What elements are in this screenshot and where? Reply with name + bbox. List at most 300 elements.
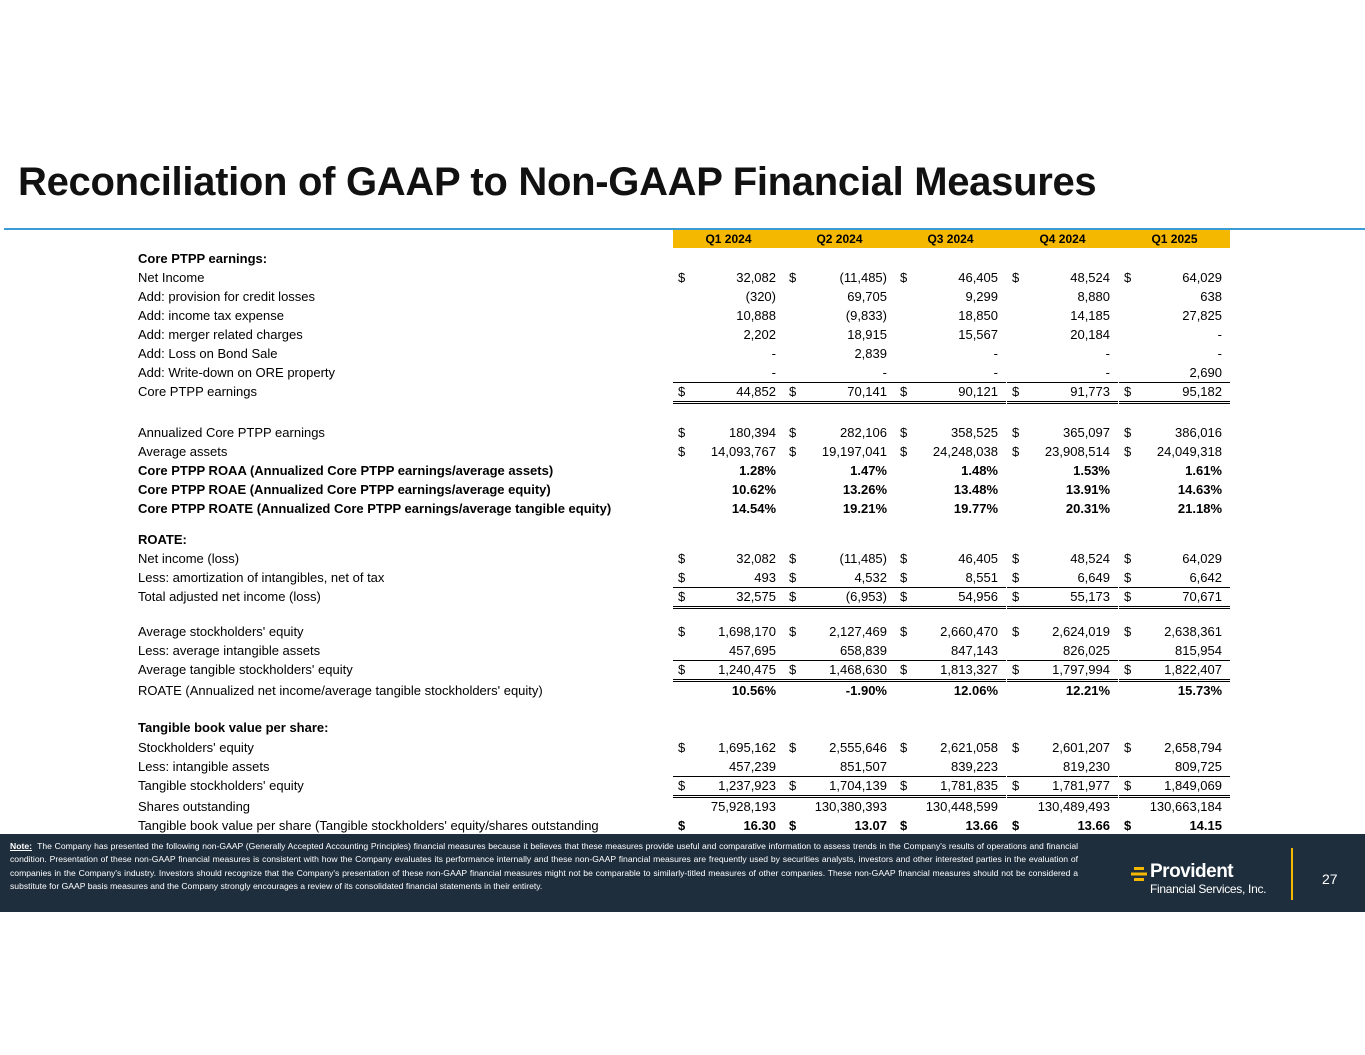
cell-value: 6,642 bbox=[1189, 570, 1222, 585]
column-header-bar bbox=[673, 230, 1230, 248]
cell-value: 2,839 bbox=[854, 346, 887, 361]
row-label: Net Income bbox=[138, 270, 205, 285]
table-cell bbox=[1007, 778, 1118, 798]
table-cell bbox=[895, 365, 1006, 383]
cell-value: 10,888 bbox=[736, 308, 776, 323]
cell-value: 1.48% bbox=[961, 463, 998, 478]
cell-value: 24,248,038 bbox=[932, 444, 998, 459]
table-cell bbox=[784, 740, 895, 757]
table-cell bbox=[1119, 818, 1230, 835]
row-label: Total adjusted net income (loss) bbox=[138, 589, 321, 604]
table-cell bbox=[1007, 308, 1118, 325]
cell-value: 826,025 bbox=[1063, 643, 1110, 658]
cell-value: 20,184 bbox=[1070, 327, 1110, 342]
table-cell bbox=[673, 425, 784, 442]
currency-symbol: $ bbox=[789, 818, 797, 833]
cell-value: 1,822,407 bbox=[1164, 662, 1222, 677]
table-cell bbox=[1007, 501, 1118, 518]
table-cell bbox=[895, 799, 1006, 816]
row-label: Core PTPP earnings bbox=[138, 384, 257, 399]
table-cell bbox=[673, 589, 784, 609]
table-cell bbox=[673, 384, 784, 404]
cell-value: 130,448,599 bbox=[925, 799, 998, 814]
table-cell bbox=[1007, 463, 1118, 480]
cell-value: 638 bbox=[1200, 289, 1222, 304]
table-cell bbox=[1007, 444, 1118, 461]
table-cell bbox=[784, 799, 895, 816]
table-cell bbox=[895, 270, 1006, 287]
cell-value: 75,928,193 bbox=[710, 799, 776, 814]
cell-value: 13.26% bbox=[842, 482, 887, 497]
row-label: Add: Write-down on ORE property bbox=[138, 365, 336, 380]
cell-value: 12.06% bbox=[953, 683, 998, 698]
currency-symbol: $ bbox=[789, 384, 797, 399]
table-row bbox=[0, 660, 1365, 679]
cell-value: 55,173 bbox=[1070, 589, 1110, 604]
row-label: Tangible book value per share (Tangible stockholders' equity/shares outstanding bbox=[138, 818, 599, 833]
row-label: Core PTPP earnings: bbox=[138, 251, 268, 266]
cell-value: 1,797,994 bbox=[1052, 662, 1110, 677]
currency-symbol: $ bbox=[900, 589, 908, 604]
table-cell bbox=[1119, 270, 1230, 287]
table-cell bbox=[673, 308, 784, 325]
cell-value: (9,833) bbox=[845, 308, 887, 323]
table-cell bbox=[673, 501, 784, 518]
table-cell bbox=[1119, 740, 1230, 757]
cell-value: 19,197,041 bbox=[821, 444, 887, 459]
table-cell bbox=[1007, 589, 1118, 609]
table-cell bbox=[1119, 570, 1230, 588]
cell-value: (6,953) bbox=[845, 589, 887, 604]
cell-value: 815,954 bbox=[1175, 643, 1222, 658]
cell-value: 457,239 bbox=[729, 759, 776, 774]
table-cell bbox=[784, 662, 895, 682]
row-label: Add: Loss on Bond Sale bbox=[138, 346, 278, 361]
column-header: Q1 2024 bbox=[705, 232, 752, 246]
cell-value: 69,705 bbox=[847, 289, 887, 304]
table-cell bbox=[1007, 662, 1118, 682]
table-cell bbox=[1007, 365, 1118, 383]
table-cell bbox=[1007, 270, 1118, 287]
table-cell bbox=[895, 643, 1006, 661]
table-row bbox=[0, 641, 1365, 660]
cell-value: - bbox=[1217, 346, 1222, 361]
table-cell bbox=[895, 759, 1006, 777]
cell-value: 70,671 bbox=[1182, 589, 1222, 604]
table-cell bbox=[1119, 799, 1230, 816]
currency-symbol: $ bbox=[789, 444, 797, 459]
cell-value: 6,649 bbox=[1077, 570, 1110, 585]
cell-value: 809,725 bbox=[1175, 759, 1222, 774]
table-row bbox=[0, 681, 1365, 700]
table-row bbox=[0, 306, 1365, 325]
table-cell bbox=[673, 289, 784, 306]
table-cell bbox=[784, 289, 895, 306]
currency-symbol: $ bbox=[789, 551, 797, 566]
cell-value: 1,781,977 bbox=[1052, 778, 1110, 793]
table-cell bbox=[673, 482, 784, 499]
currency-symbol: $ bbox=[900, 662, 908, 677]
table-cell bbox=[784, 778, 895, 798]
row-label: Annualized Core PTPP earnings bbox=[138, 425, 325, 440]
section-heading bbox=[0, 718, 1365, 737]
cell-value: 2,660,470 bbox=[940, 624, 998, 639]
cell-value: - bbox=[771, 346, 776, 361]
currency-symbol: $ bbox=[789, 425, 797, 440]
currency-symbol: $ bbox=[1012, 589, 1020, 604]
cell-value: 44,852 bbox=[736, 384, 776, 399]
cell-value: 358,525 bbox=[951, 425, 998, 440]
cell-value: 23,908,514 bbox=[1044, 444, 1110, 459]
cell-value: 386,016 bbox=[1175, 425, 1222, 440]
table-cell bbox=[895, 662, 1006, 682]
cell-value: 2,624,019 bbox=[1052, 624, 1110, 639]
table-cell bbox=[1119, 683, 1230, 700]
row-label: ROATE (Annualized net income/average tangible stockholders' equity) bbox=[138, 683, 543, 698]
table-row bbox=[0, 287, 1365, 306]
currency-symbol: $ bbox=[1012, 624, 1020, 639]
table-cell bbox=[784, 463, 895, 480]
cell-value: - bbox=[882, 365, 887, 380]
cell-value: 19.77% bbox=[953, 501, 998, 516]
table-cell bbox=[1007, 482, 1118, 499]
cell-value: 48,524 bbox=[1070, 270, 1110, 285]
table-cell bbox=[895, 425, 1006, 442]
cell-value: 13.07 bbox=[854, 818, 887, 833]
currency-symbol: $ bbox=[789, 778, 797, 793]
table-cell bbox=[1119, 501, 1230, 518]
table-cell bbox=[673, 365, 784, 383]
table-cell bbox=[1119, 482, 1230, 499]
table-cell bbox=[895, 308, 1006, 325]
table-row bbox=[0, 549, 1365, 568]
cell-value: 64,029 bbox=[1182, 551, 1222, 566]
table-cell bbox=[1119, 444, 1230, 461]
table-row bbox=[0, 344, 1365, 363]
table-cell bbox=[673, 463, 784, 480]
row-label: Core PTPP ROAE (Annualized Core PTPP earnings/average equity) bbox=[138, 482, 551, 497]
cell-value: 493 bbox=[754, 570, 776, 585]
table-cell bbox=[895, 384, 1006, 404]
cell-value: (11,485) bbox=[839, 551, 887, 566]
currency-symbol: $ bbox=[1012, 662, 1020, 677]
table-cell bbox=[895, 346, 1006, 363]
cell-value: 10.56% bbox=[731, 683, 776, 698]
cell-value: 14.54% bbox=[731, 501, 776, 516]
table-cell bbox=[1007, 740, 1118, 757]
cell-value: 54,956 bbox=[958, 589, 998, 604]
table-cell bbox=[1119, 551, 1230, 568]
table-cell bbox=[895, 482, 1006, 499]
cell-value: 839,223 bbox=[951, 759, 998, 774]
table-row bbox=[0, 268, 1365, 287]
row-label: ROATE: bbox=[138, 532, 187, 547]
table-cell bbox=[784, 501, 895, 518]
row-label: Shares outstanding bbox=[138, 799, 251, 814]
column-header: Q2 2024 bbox=[816, 232, 863, 246]
row-label: Average stockholders' equity bbox=[138, 624, 304, 639]
currency-symbol: $ bbox=[1124, 384, 1132, 399]
table-cell bbox=[784, 643, 895, 661]
page-title: Reconciliation of GAAP to Non-GAAP Financial Measures bbox=[18, 160, 1097, 204]
table-cell bbox=[1007, 570, 1118, 588]
section-heading bbox=[0, 530, 1365, 549]
currency-symbol: $ bbox=[900, 551, 908, 566]
table-row bbox=[0, 442, 1365, 461]
cell-value: 24,049,318 bbox=[1156, 444, 1222, 459]
row-label: Tangible stockholders' equity bbox=[138, 778, 304, 793]
cell-value: 95,182 bbox=[1182, 384, 1222, 399]
cell-value: 2,621,058 bbox=[940, 740, 998, 755]
cell-value: 13.91% bbox=[1065, 482, 1110, 497]
table-cell bbox=[895, 570, 1006, 588]
cell-value: 130,380,393 bbox=[814, 799, 887, 814]
cell-value: 180,394 bbox=[729, 425, 776, 440]
row-label: Less: amortization of intangibles, net of tax bbox=[138, 570, 385, 585]
table-cell bbox=[784, 365, 895, 383]
row-label: Less: intangible assets bbox=[138, 759, 270, 774]
logo-name: Provident bbox=[1150, 861, 1234, 882]
cell-value: 12.21% bbox=[1065, 683, 1110, 698]
table-cell bbox=[895, 740, 1006, 757]
logo-divider bbox=[1291, 848, 1293, 900]
table-cell bbox=[673, 818, 784, 835]
cell-value: 4,532 bbox=[854, 570, 887, 585]
table-cell bbox=[673, 740, 784, 757]
cell-value: 1,695,162 bbox=[718, 740, 776, 755]
cell-value: 130,489,493 bbox=[1037, 799, 1110, 814]
cell-value: 46,405 bbox=[958, 270, 998, 285]
cell-value: 819,230 bbox=[1063, 759, 1110, 774]
table-cell bbox=[1007, 327, 1118, 344]
currency-symbol: $ bbox=[678, 384, 686, 399]
cell-value: 1,698,170 bbox=[718, 624, 776, 639]
table-cell bbox=[673, 683, 784, 700]
table-cell bbox=[1119, 346, 1230, 363]
table-cell bbox=[784, 818, 895, 835]
table-cell bbox=[784, 425, 895, 442]
cell-value: 851,507 bbox=[840, 759, 887, 774]
cell-value: 2,638,361 bbox=[1164, 624, 1222, 639]
currency-symbol: $ bbox=[1124, 570, 1132, 585]
cell-value: (320) bbox=[745, 289, 776, 304]
table-row bbox=[0, 776, 1365, 795]
table-cell bbox=[1007, 425, 1118, 442]
table-row bbox=[0, 757, 1365, 776]
table-cell bbox=[784, 444, 895, 461]
currency-symbol: $ bbox=[900, 444, 908, 459]
currency-symbol: $ bbox=[789, 624, 797, 639]
cell-value: 10.62% bbox=[731, 482, 776, 497]
table-cell bbox=[784, 308, 895, 325]
table-cell bbox=[784, 327, 895, 344]
table-cell bbox=[784, 270, 895, 287]
cell-value: - bbox=[1105, 346, 1110, 361]
currency-symbol: $ bbox=[678, 570, 686, 585]
row-label: Average tangible stockholders' equity bbox=[138, 662, 353, 677]
currency-symbol: $ bbox=[1012, 425, 1020, 440]
row-label: Add: income tax expense bbox=[138, 308, 284, 323]
note-text: The Company has presented the following non-GAAP (Generally Accepted Accounting Principles) financial measures because it believes that these measures provide useful and comparative information to assess trends in the Company's results of operations and financial condition. Presentation of these non-GAAP financial measures is consistent with how the Company evaluates its performance internally and these non-GAAP financial measures are frequently used by securities analysts, investors and other interested parties in the evaluation of companies in the Company's industry. Investors should recognize that the Company's presentation of these non-GAAP financial measures might not be comparable to similarly-titled measures of other companies. These non-GAAP financial measures should not be considered a substitute for GAAP basis measures and the Company strongly encourages a review of its consolidated financial statements in their entirety. bbox=[10, 841, 1079, 892]
cell-value: 847,143 bbox=[951, 643, 998, 658]
table-cell bbox=[673, 327, 784, 344]
cell-value: 91,773 bbox=[1070, 384, 1110, 399]
table-cell bbox=[1007, 818, 1118, 835]
cell-value: 15.73% bbox=[1177, 683, 1222, 698]
currency-symbol: $ bbox=[678, 551, 686, 566]
currency-symbol: $ bbox=[1124, 444, 1132, 459]
cell-value: 32,575 bbox=[736, 589, 776, 604]
table-cell bbox=[1119, 289, 1230, 306]
cell-value: 2,601,207 bbox=[1052, 740, 1110, 755]
table-cell bbox=[673, 270, 784, 287]
table-cell bbox=[1007, 683, 1118, 700]
currency-symbol: $ bbox=[1124, 551, 1132, 566]
cell-value: 32,082 bbox=[736, 551, 776, 566]
cell-value: 2,127,469 bbox=[829, 624, 887, 639]
table-cell bbox=[1007, 346, 1118, 363]
page-number: 27 bbox=[1322, 871, 1338, 887]
table-cell bbox=[673, 570, 784, 588]
currency-symbol: $ bbox=[1012, 740, 1020, 755]
table-row bbox=[0, 382, 1365, 401]
row-label: Core PTPP ROAA (Annualized Core PTPP earnings/average assets) bbox=[138, 463, 554, 478]
table-cell bbox=[784, 346, 895, 363]
column-header: Q3 2024 bbox=[927, 232, 974, 246]
table-row bbox=[0, 461, 1365, 480]
column-header: Q1 2025 bbox=[1151, 232, 1198, 246]
currency-symbol: $ bbox=[1012, 551, 1020, 566]
cell-value: 1.28% bbox=[739, 463, 776, 478]
cell-value: 70,141 bbox=[847, 384, 887, 399]
cell-value: 457,695 bbox=[729, 643, 776, 658]
currency-symbol: $ bbox=[900, 384, 908, 399]
cell-value: - bbox=[1105, 365, 1110, 380]
table-row bbox=[0, 480, 1365, 499]
disclaimer-note bbox=[10, 840, 1078, 894]
table-cell bbox=[895, 589, 1006, 609]
table-cell bbox=[895, 289, 1006, 306]
table-cell bbox=[1007, 289, 1118, 306]
table-cell bbox=[1007, 799, 1118, 816]
cell-value: 18,915 bbox=[847, 327, 887, 342]
table-cell bbox=[673, 662, 784, 682]
table-cell bbox=[1119, 778, 1230, 798]
currency-symbol: $ bbox=[1124, 425, 1132, 440]
table-cell bbox=[895, 818, 1006, 835]
row-label: Add: provision for credit losses bbox=[138, 289, 316, 304]
provident-logo-icon bbox=[1131, 866, 1147, 882]
cell-value: 14.63% bbox=[1177, 482, 1222, 497]
currency-symbol: $ bbox=[789, 662, 797, 677]
cell-value: 13.48% bbox=[953, 482, 998, 497]
table-cell bbox=[895, 444, 1006, 461]
row-label: Tangible book value per share: bbox=[138, 720, 329, 735]
table-cell bbox=[673, 624, 784, 641]
cell-value: -1.90% bbox=[845, 683, 887, 698]
currency-symbol: $ bbox=[1012, 384, 1020, 399]
table-cell bbox=[673, 551, 784, 568]
row-label: Less: average intangible assets bbox=[138, 643, 321, 658]
table-cell bbox=[1007, 551, 1118, 568]
currency-symbol: $ bbox=[900, 624, 908, 639]
table-cell bbox=[784, 482, 895, 499]
currency-symbol: $ bbox=[678, 740, 686, 755]
table-row bbox=[0, 325, 1365, 344]
cell-value: - bbox=[993, 346, 998, 361]
table-cell bbox=[1007, 643, 1118, 661]
cell-value: 14,093,767 bbox=[710, 444, 776, 459]
table-cell bbox=[673, 778, 784, 798]
currency-symbol: $ bbox=[678, 270, 686, 285]
currency-symbol: $ bbox=[789, 270, 797, 285]
table-row bbox=[0, 816, 1365, 835]
cell-value: 282,106 bbox=[840, 425, 887, 440]
cell-value: 14.15 bbox=[1189, 818, 1222, 833]
table-row bbox=[0, 423, 1365, 442]
cell-value: 48,524 bbox=[1070, 551, 1110, 566]
cell-value: (11,485) bbox=[839, 270, 887, 285]
table-cell bbox=[784, 759, 895, 777]
table-cell bbox=[1119, 759, 1230, 777]
cell-value: 14,185 bbox=[1070, 308, 1110, 323]
table-cell bbox=[1119, 327, 1230, 344]
table-cell bbox=[1119, 384, 1230, 404]
cell-value: 1.47% bbox=[850, 463, 887, 478]
currency-symbol: $ bbox=[900, 778, 908, 793]
table-cell bbox=[1119, 662, 1230, 682]
table-cell bbox=[1119, 365, 1230, 383]
table-cell bbox=[1119, 589, 1230, 609]
currency-symbol: $ bbox=[678, 425, 686, 440]
currency-symbol: $ bbox=[1012, 444, 1020, 459]
currency-symbol: $ bbox=[1124, 270, 1132, 285]
cell-value: 1.61% bbox=[1185, 463, 1222, 478]
cell-value: 1,849,069 bbox=[1164, 778, 1222, 793]
currency-symbol: $ bbox=[900, 740, 908, 755]
table-cell bbox=[1119, 308, 1230, 325]
currency-symbol: $ bbox=[1012, 818, 1020, 833]
table-cell bbox=[895, 683, 1006, 700]
table-row bbox=[0, 499, 1365, 518]
cell-value: 19.21% bbox=[842, 501, 887, 516]
currency-symbol: $ bbox=[678, 444, 686, 459]
table-row bbox=[0, 587, 1365, 606]
table-cell bbox=[895, 778, 1006, 798]
currency-symbol: $ bbox=[1012, 778, 1020, 793]
currency-symbol: $ bbox=[1124, 778, 1132, 793]
currency-symbol: $ bbox=[678, 778, 686, 793]
table-cell bbox=[1119, 425, 1230, 442]
currency-symbol: $ bbox=[1012, 570, 1020, 585]
table-cell bbox=[1007, 759, 1118, 777]
currency-symbol: $ bbox=[678, 624, 686, 639]
section-heading bbox=[0, 249, 1365, 268]
cell-value: - bbox=[1217, 327, 1222, 342]
currency-symbol: $ bbox=[1012, 270, 1020, 285]
currency-symbol: $ bbox=[678, 662, 686, 677]
currency-symbol: $ bbox=[900, 270, 908, 285]
cell-value: 13.66 bbox=[1077, 818, 1110, 833]
row-label: Average assets bbox=[138, 444, 228, 459]
cell-value: 2,690 bbox=[1189, 365, 1222, 380]
table-cell bbox=[673, 444, 784, 461]
table-cell bbox=[784, 589, 895, 609]
table-cell bbox=[673, 643, 784, 661]
table-cell bbox=[784, 570, 895, 588]
table-cell bbox=[895, 327, 1006, 344]
table-cell bbox=[1007, 384, 1118, 404]
